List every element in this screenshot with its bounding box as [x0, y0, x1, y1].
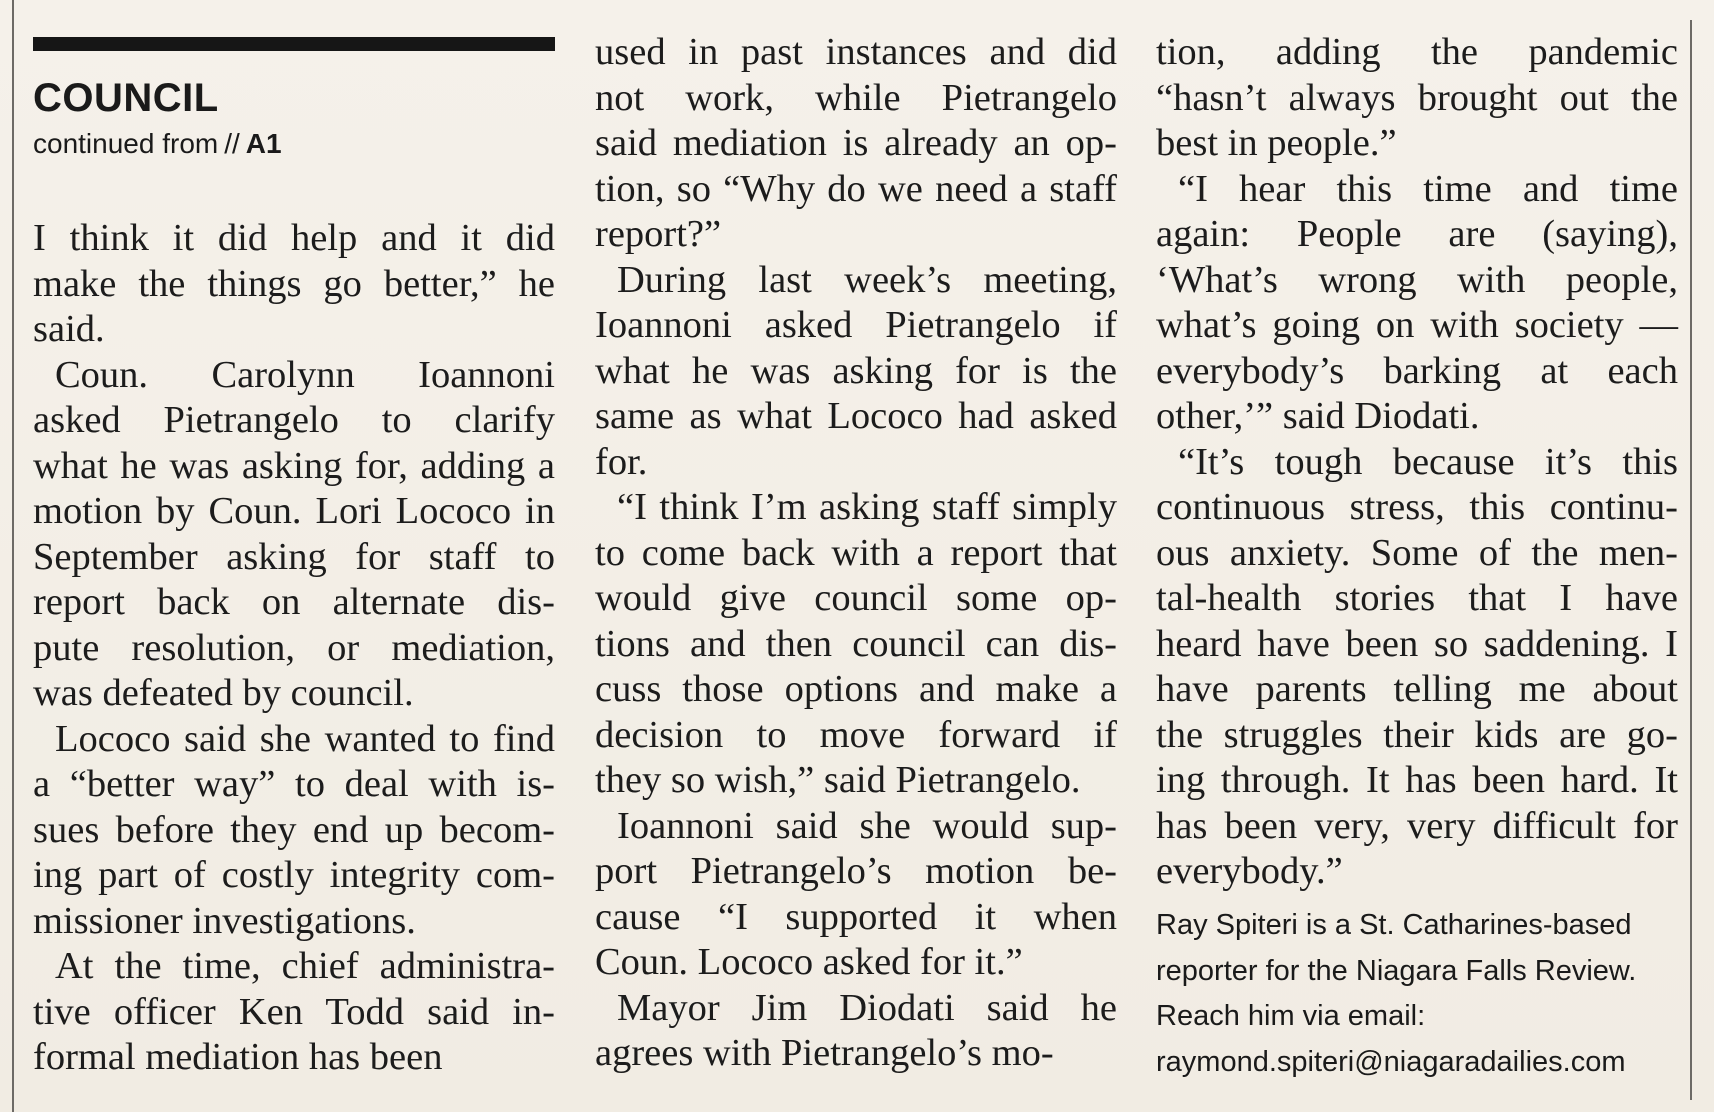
- text-line: ous anxiety. Some of the men-: [1156, 531, 1678, 574]
- text-line: best in people.”: [1156, 122, 1397, 164]
- text-line: tion, adding the pandemic: [1156, 31, 1678, 73]
- text-line: was defeated by council.: [33, 672, 414, 714]
- text-line: “I think I’m asking staff simply: [617, 486, 1117, 528]
- text-line: what he was asking for is the: [595, 349, 1117, 392]
- text-line: port Pietrangelo’s motion be-: [595, 850, 1117, 892]
- text-line: what he was asking for, adding a: [33, 444, 555, 487]
- text-line: heard have been so saddening. I: [1156, 622, 1678, 665]
- continued-page-ref: A1: [245, 128, 282, 159]
- text-line: make the things go better,” he: [33, 262, 555, 305]
- text-line: September asking for staff to: [33, 535, 555, 578]
- article-paragraph: [595, 30, 1117, 258]
- text-line: sues before they end up becom-: [33, 808, 555, 851]
- continued-from-label: continued from: [33, 128, 219, 159]
- text-line: ‘What’s wrong with people,: [1156, 258, 1678, 301]
- text-line: cuss those options and make a: [595, 668, 1117, 710]
- text-line: other,’” said Diodati.: [1156, 395, 1480, 437]
- section-top-bar: [33, 37, 555, 51]
- text-line: used in past instances and did: [595, 31, 1117, 73]
- text-line: for.: [595, 440, 648, 483]
- text-line: tions and then council can dis-: [595, 622, 1117, 665]
- text-line: to come back with a report that: [595, 531, 1117, 574]
- text-line: Ioannoni asked Pietrangelo if: [595, 304, 1117, 346]
- byline-line-2: reporter for the Niagara Falls Review.: [1156, 954, 1637, 987]
- text-line: pute resolution, or mediation,: [33, 626, 555, 669]
- text-line: report back on alternate dis-: [33, 581, 555, 623]
- text-line: would give council some op-: [595, 577, 1117, 619]
- text-line: ing part of costly integrity com-: [33, 854, 555, 896]
- continued-from-line: [33, 128, 282, 160]
- text-line: has been very, very difficult for: [1156, 804, 1678, 847]
- text-line: tive officer Ken Todd said in-: [33, 990, 555, 1033]
- text-line: Coun. Lococo asked for it.”: [595, 941, 1023, 983]
- text-line: everybody’s barking at each: [1156, 349, 1678, 392]
- byline-email: raymond.spiteri@niagaradailies.com: [1156, 1045, 1626, 1078]
- text-line: tion, so “Why do we need a staff: [595, 167, 1117, 210]
- continued-separator: //: [224, 128, 240, 159]
- text-line: have parents telling me about: [1156, 668, 1678, 710]
- text-line: asked Pietrangelo to clarify: [33, 399, 555, 441]
- text-line: I think it did help and it did: [33, 217, 555, 259]
- text-line: “hasn’t always brought out the: [1156, 76, 1678, 119]
- byline-line-3: Reach him via email:: [1156, 1000, 1426, 1032]
- article-column-3: [1156, 30, 1678, 895]
- text-line: the struggles their kids are go-: [1156, 713, 1678, 756]
- text-line: missioner investigations.: [33, 899, 416, 942]
- text-line: At the time, chief administra-: [55, 945, 555, 987]
- text-line: report?”: [595, 213, 722, 255]
- author-byline: [1156, 903, 1686, 1085]
- text-line: cause “I supported it when: [595, 895, 1117, 938]
- text-line: “It’s tough because it’s this: [1178, 440, 1678, 483]
- article-paragraph: [595, 986, 1117, 1077]
- text-line: not work, while Pietrangelo: [595, 76, 1117, 119]
- text-line: Ioannoni said she would sup-: [617, 804, 1117, 847]
- section-heading: COUNCIL: [33, 76, 219, 120]
- article-paragraph: [1156, 30, 1678, 167]
- article-paragraph: [33, 216, 555, 353]
- text-line: Coun. Carolynn Ioannoni: [55, 353, 555, 396]
- text-line: tal-health stories that I have: [1156, 577, 1678, 619]
- text-line: motion by Coun. Lori Lococo in: [33, 490, 555, 532]
- left-column-rule: [12, 0, 14, 1112]
- text-line: same as what Lococo had asked: [595, 395, 1117, 437]
- text-line: Lococo said she wanted to find: [55, 717, 555, 760]
- article-paragraph: [33, 944, 555, 1081]
- byline-line-1: Ray Spiteri is a St. Catharines-based: [1156, 909, 1632, 941]
- text-line: everybody.”: [1156, 850, 1343, 892]
- text-line: agrees with Pietrangelo’s mo-: [595, 1032, 1054, 1074]
- text-line: said mediation is already an op-: [595, 122, 1117, 164]
- text-line: a “better way” to deal with is-: [33, 763, 555, 805]
- article-paragraph: [1156, 167, 1678, 440]
- text-line: formal mediation has been: [33, 1036, 443, 1078]
- article-paragraph: [595, 258, 1117, 486]
- text-line: decision to move forward if: [595, 713, 1117, 756]
- text-line: they so wish,” said Pietrangelo.: [595, 759, 1081, 801]
- article-paragraph: [595, 485, 1117, 804]
- article-paragraph: [595, 804, 1117, 986]
- text-line: what’s going on with society —: [1156, 304, 1678, 346]
- article-paragraph: [1156, 440, 1678, 895]
- article-paragraph: [33, 353, 555, 717]
- text-line: Mayor Jim Diodati said he: [617, 986, 1117, 1029]
- text-line: continuous stress, this continu-: [1156, 486, 1678, 528]
- right-column-rule: [1690, 20, 1692, 1100]
- text-line: “I hear this time and time: [1178, 167, 1678, 210]
- article-column-1: [33, 216, 555, 1081]
- article-column-2: [595, 30, 1117, 1077]
- text-line: ing through. It has been hard. It: [1156, 759, 1678, 801]
- text-line: During last week’s meeting,: [617, 258, 1117, 301]
- text-line: said.: [33, 308, 105, 350]
- article-paragraph: [33, 717, 555, 945]
- text-line: again: People are (saying),: [1156, 213, 1678, 255]
